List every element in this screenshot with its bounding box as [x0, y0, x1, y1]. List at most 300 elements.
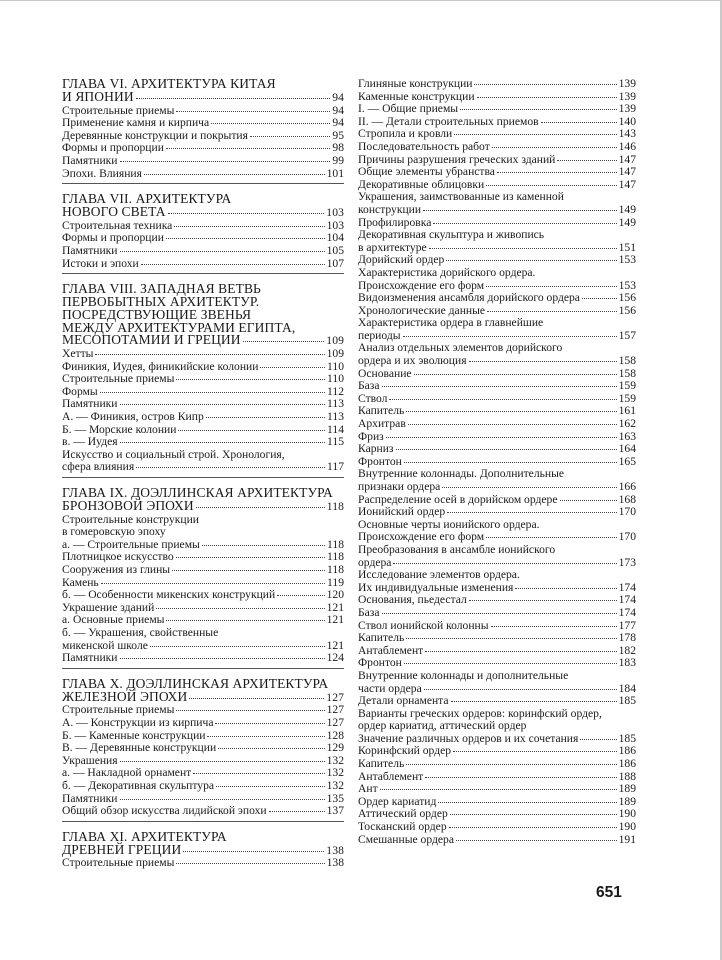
toc-line: [358, 783, 636, 796]
page-ref: 113: [327, 410, 344, 424]
page-ref: 189: [618, 794, 636, 808]
dot-leader: [477, 97, 617, 98]
entry-text: Архитрав: [358, 417, 406, 431]
dot-leader: [382, 386, 617, 387]
dot-leader: [178, 430, 325, 431]
toc-line: Характеристика ордера в главнейшие: [358, 316, 544, 330]
toc-entry: [62, 258, 344, 271]
page-ref: 156: [618, 303, 636, 317]
entry-text: Причины разрушения греческих зданий: [358, 152, 556, 166]
dot-leader: [433, 223, 616, 224]
dot-leader: [216, 786, 325, 787]
entry-text: Антаблемент: [358, 643, 424, 657]
page-ref: 190: [618, 807, 636, 821]
entry-text: Коринфский ордер: [358, 744, 452, 758]
toc-entry: [358, 758, 636, 771]
entry-text: микенской школе: [62, 638, 148, 652]
toc-entry: [358, 708, 636, 733]
dot-leader: [425, 651, 616, 652]
toc-line: [62, 258, 344, 271]
toc-line: [358, 431, 636, 444]
entry-text: Ствол: [358, 391, 388, 405]
entry-text: А. — Финикия, остров Кипр: [62, 410, 204, 424]
toc-line: [358, 166, 636, 179]
toc-entry: [358, 103, 636, 116]
toc-entry: [358, 821, 636, 834]
toc-entry: [358, 670, 636, 695]
toc-line: [358, 607, 636, 620]
dot-leader: [380, 789, 617, 790]
entry-text: Общий обзор искусства лидийской эпохи: [62, 804, 267, 818]
entry-text: Ордер кариатид: [358, 794, 437, 808]
entry-text: В. — Деревянные конструкции: [62, 741, 217, 755]
page-ref: 162: [618, 417, 636, 431]
toc-line: [62, 742, 344, 755]
entry-text: части ордера: [358, 681, 422, 695]
dot-leader: [136, 467, 325, 468]
entry-text: Памятники: [62, 791, 118, 805]
page-ref: 94: [332, 103, 344, 117]
toc-entry: [62, 780, 344, 793]
page-number: 651: [596, 884, 622, 901]
toc-line: [62, 155, 344, 168]
chapter-title: [62, 88, 344, 105]
chapter-section: [62, 78, 344, 184]
dot-leader: [423, 210, 617, 211]
dot-leader: [196, 507, 325, 508]
toc-entry: [358, 368, 636, 381]
page-ref: 110: [327, 359, 344, 373]
toc-line: [358, 594, 636, 607]
page-ref: 98: [332, 141, 344, 155]
chapter-title: ГЛАВА XI. АРХИТЕКТУРА: [62, 828, 227, 844]
entry-text: Хетты: [62, 347, 94, 361]
page-ref: 168: [618, 492, 636, 506]
toc-entry: [62, 652, 344, 665]
toc-line: [62, 348, 344, 361]
dot-leader: [183, 851, 324, 852]
toc-line: [62, 117, 344, 130]
dot-leader: [446, 260, 616, 261]
dot-leader: [460, 109, 617, 110]
toc-entry: [62, 857, 344, 870]
toc-line: [358, 418, 636, 431]
page-ref: 115: [327, 435, 344, 449]
dot-leader: [450, 814, 617, 815]
page-ref: 114: [327, 422, 344, 436]
page-ref: 166: [618, 480, 636, 493]
entry-text: Б. — Каменные конструкции: [62, 728, 206, 742]
dot-leader: [168, 213, 325, 214]
entry-text: Дорийский ордер: [358, 253, 445, 267]
page-ref: 127: [326, 715, 344, 729]
toc-entry: [358, 342, 636, 367]
toc-entry: [62, 564, 344, 577]
dot-leader: [487, 311, 617, 312]
toc-entry: [62, 411, 344, 424]
toc-line: [358, 355, 636, 368]
toc-entry: [358, 519, 636, 544]
section-divider: [62, 273, 344, 274]
toc-line: [62, 436, 344, 449]
page-ref: 153: [618, 278, 636, 292]
toc-line: Внутренние колоннады и дополнительные: [358, 668, 569, 682]
chapter-title: [62, 688, 344, 705]
dot-leader: [150, 646, 325, 647]
page-ref: 174: [618, 605, 636, 619]
toc-entry: [358, 229, 636, 254]
dot-leader: [515, 588, 616, 589]
chapter-title-text: И ЯПОНИИ: [62, 88, 134, 104]
page-ref: 138: [326, 843, 344, 857]
dot-leader: [144, 174, 325, 175]
entry-text: Украшения: [62, 753, 118, 767]
page-ref: 182: [618, 643, 636, 657]
entry-text: Ионийский ордер: [358, 505, 446, 519]
dot-leader: [396, 449, 617, 450]
dot-leader: [442, 487, 616, 488]
toc-entry: [62, 627, 344, 652]
page-ref: 112: [327, 384, 344, 398]
page-ref: 174: [618, 593, 636, 607]
page-ref: 129: [326, 741, 344, 755]
entry-text: Формы: [62, 384, 98, 398]
page-ref: 186: [618, 757, 636, 771]
entry-text: Детали орнамента: [358, 694, 449, 708]
toc-line: [358, 481, 636, 494]
dot-leader: [166, 620, 324, 621]
dot-leader: [120, 761, 325, 762]
dot-leader: [206, 417, 325, 418]
dot-leader: [141, 264, 325, 265]
page-ref: 137: [326, 804, 344, 818]
entry-text: А. — Конструкции из кирпича: [62, 715, 214, 729]
page-ref: 165: [618, 454, 636, 468]
page-ref: 120: [326, 588, 344, 602]
page-ref: 157: [618, 328, 636, 342]
toc-entry: [358, 506, 636, 519]
dot-leader: [218, 748, 324, 749]
toc-entry: [62, 245, 344, 258]
entry-text: Капитель: [358, 757, 405, 771]
entry-text: Финикия, Иудея, финикийские колонии: [62, 359, 259, 373]
chapter-title: [62, 841, 344, 858]
toc-entry: [358, 569, 636, 594]
dot-leader: [207, 736, 324, 737]
toc-entry: [358, 632, 636, 645]
toc-entry: [358, 317, 636, 342]
entry-text: Последовательность работ: [358, 139, 490, 153]
dot-leader: [406, 411, 616, 412]
page-ref: 139: [618, 102, 636, 116]
toc-line: Внутренние колоннады. Дополнительные: [358, 467, 565, 481]
toc-entry: [358, 607, 636, 620]
page-ref: 121: [326, 638, 344, 652]
page-ref: 185: [618, 694, 636, 708]
page-ref: 147: [618, 177, 636, 191]
dot-leader: [393, 563, 616, 564]
toc-entry: [358, 431, 636, 444]
toc-line: [358, 368, 636, 381]
entry-text: Сооружения из глины: [62, 563, 171, 577]
dot-leader: [193, 773, 324, 774]
dot-leader: [492, 147, 617, 148]
section-divider: [62, 477, 344, 478]
entry-text: Их индивидуальные изменения: [358, 580, 514, 594]
toc-line: Анализ отдельных элементов дорийского: [358, 341, 563, 355]
page-ref: 188: [618, 769, 636, 783]
entry-text: Строительная техника: [62, 218, 173, 232]
toc-right-column: [358, 78, 636, 846]
page-ref: 95: [332, 128, 344, 142]
dot-leader: [120, 161, 331, 162]
chapter-title: ПОСРЕДСТВУЮЩИЕ ЗВЕНЬЯ: [62, 306, 252, 322]
dot-leader: [408, 424, 617, 425]
entry-text: Ант: [358, 782, 378, 796]
dot-leader: [406, 764, 616, 765]
page-ref: 153: [618, 253, 636, 267]
chapter-title: ПЕРВОБЫТНЫХ АРХИТЕКТУР.: [62, 293, 260, 309]
entry-text: конструкции: [358, 202, 422, 216]
entry-text: Памятники: [62, 243, 118, 257]
entry-text: Фронтон: [358, 454, 402, 468]
page-ref: 184: [618, 681, 636, 695]
chapter-title-text: ЖЕЛЕЗНОЙ ЭПОХИ: [62, 688, 188, 704]
entry-text: Строительные приемы: [62, 703, 175, 717]
page-ref: 149: [618, 202, 636, 216]
page-ref: 104: [326, 231, 344, 245]
toc-line: [358, 695, 636, 708]
chapter-title: ГЛАВА VIII. ЗАПАДНАЯ ВЕТВЬ: [62, 281, 261, 297]
toc-line: [62, 717, 344, 730]
page-ref: 190: [618, 820, 636, 834]
dot-leader: [215, 723, 324, 724]
chapter-title: ГЛАВА VI. АРХИТЕКТУРА КИТАЯ: [62, 76, 276, 91]
entry-text: Профилировка: [358, 215, 432, 229]
toc-entry: [358, 834, 636, 847]
chapter-title: ГЛАВА IX. ДОЭЛЛИНСКАЯ АРХИТЕКТУРА: [62, 485, 333, 501]
entry-text: б. — Особенности микенских конструкций: [62, 588, 276, 602]
dot-leader: [189, 698, 324, 699]
entry-text: Основания, пьедестал: [358, 593, 467, 607]
toc-line: Основные черты ионийского ордера.: [358, 517, 540, 531]
entry-text: Б. — Морские колонии: [62, 422, 177, 436]
toc-line: Характеристика дорийского ордера.: [358, 265, 536, 279]
entry-text: Памятники: [62, 397, 118, 411]
toc-entry: [62, 373, 344, 386]
entry-text: Применение камня и кирпича: [62, 116, 210, 130]
dot-leader: [580, 739, 616, 740]
page-ref: 113: [327, 397, 344, 411]
dot-leader: [176, 863, 324, 864]
entry-text: в архитектуре: [358, 240, 427, 254]
dot-leader: [541, 122, 617, 123]
page-ref: 159: [618, 379, 636, 393]
toc-line: [62, 373, 344, 386]
page-ref: 143: [618, 127, 636, 141]
page-ref: 118: [327, 537, 344, 551]
toc-entry: [358, 191, 636, 216]
toc-entry: [358, 166, 636, 179]
toc-entry: [358, 695, 636, 708]
page-ref: 109: [326, 334, 344, 348]
dot-leader: [406, 638, 616, 639]
dot-leader: [414, 374, 617, 375]
chapter-title-text: БРОНЗОВОЙ ЭПОХИ: [62, 497, 194, 513]
toc-line: [62, 564, 344, 577]
page-ref: 138: [326, 856, 344, 870]
toc-entry: [358, 783, 636, 796]
page-ref: 149: [618, 215, 636, 229]
toc-entry: [358, 771, 636, 784]
dot-leader: [486, 185, 616, 186]
page-ref: 94: [332, 90, 344, 104]
entry-text: Строительные приемы: [62, 103, 175, 117]
dot-leader: [404, 462, 617, 463]
toc-entry: [62, 117, 344, 130]
toc-entry: [62, 155, 344, 168]
toc-line: [358, 632, 636, 645]
dot-leader: [491, 626, 617, 627]
toc-line: [358, 204, 636, 217]
page-ref: 158: [618, 366, 636, 380]
dot-leader: [456, 840, 617, 841]
chapter-section: [62, 193, 344, 274]
toc-line: [62, 589, 344, 602]
toc-line: [358, 443, 636, 456]
dot-leader: [469, 600, 617, 601]
page-ref: 173: [618, 555, 636, 569]
toc-line: в гомеровскую эпоху: [62, 525, 166, 539]
entry-text: а. Основные приемы: [62, 613, 165, 627]
toc-line: Варианты греческих ордеров: коринфский ордер,: [358, 706, 602, 720]
chapter-title: [62, 334, 344, 348]
page-ref: 128: [326, 728, 344, 742]
page-ref: 186: [618, 744, 636, 758]
chapter-title: [62, 203, 344, 220]
page-ref: 135: [326, 791, 344, 805]
entry-text: Стропила и кровли: [358, 127, 453, 141]
toc-line: Строительные конструкции: [62, 512, 199, 526]
page-ref: 109: [326, 347, 344, 361]
dot-leader: [156, 608, 324, 609]
toc-entry: [358, 78, 636, 91]
toc-entry: [358, 267, 636, 292]
toc-line: [62, 461, 344, 474]
chapter-title: ГЛАВА VII. АРХИТЕКТУРА: [62, 191, 232, 207]
dot-leader: [166, 238, 325, 239]
dot-leader: [389, 399, 616, 400]
toc-entry: [358, 468, 636, 493]
chapter-section: [62, 283, 344, 478]
entry-text: Декоративные облицовки: [358, 177, 485, 191]
toc-entry: [62, 168, 344, 181]
entry-text: Каменные конструкции: [358, 89, 475, 103]
entry-text: Формы и пропорции: [62, 231, 164, 245]
toc-line: ордер кариатид, аттический ордер: [358, 719, 527, 733]
section-divider: [62, 183, 344, 184]
entry-text: сфера влияния: [62, 460, 135, 474]
page-ref: 132: [326, 753, 344, 767]
chapter-title-text: МЕСОПОТАМИИ И ГРЕЦИИ: [62, 332, 241, 348]
dot-leader: [582, 298, 617, 299]
page-ref: 118: [327, 563, 344, 577]
entry-text: Общие элементы убранства: [358, 165, 495, 179]
page-ref: 121: [326, 613, 344, 627]
entry-text: Значение различных ордеров и их сочетания: [358, 731, 579, 745]
page-ref: 140: [618, 114, 636, 128]
toc-entry: [358, 418, 636, 431]
page-ref: 121: [326, 600, 344, 614]
entry-text: Глиняные конструкции: [358, 77, 473, 90]
dot-leader: [243, 341, 325, 342]
page-ref: 118: [327, 550, 344, 564]
toc-line: [358, 78, 636, 91]
toc-line: [358, 834, 636, 847]
chapter-title: [62, 497, 344, 514]
dot-leader: [486, 537, 616, 538]
page-ref: 101: [326, 166, 344, 180]
toc-entry: [62, 436, 344, 449]
dot-leader: [277, 595, 324, 596]
toc-line: [358, 380, 636, 393]
entry-text: Фриз: [358, 429, 384, 443]
toc-entry: [62, 348, 344, 361]
toc-left-column: [62, 78, 344, 870]
dot-leader: [176, 379, 325, 380]
entry-text: Происхождение его форм: [358, 278, 485, 292]
toc-entry: [62, 717, 344, 730]
page-ref: 174: [618, 580, 636, 594]
entry-text: Антаблемент: [358, 769, 424, 783]
entry-text: I. — Общие приемы: [358, 102, 459, 116]
dot-leader: [438, 802, 616, 803]
entry-text: а. — Накладной орнамент: [62, 766, 192, 780]
page-ref: 139: [618, 77, 636, 90]
dot-leader: [447, 512, 616, 513]
dot-leader: [172, 570, 325, 571]
page-ref: 178: [618, 631, 636, 645]
dot-leader: [469, 361, 617, 362]
toc-line: [62, 245, 344, 258]
toc-line: Искусство и социальный строй. Хронология,: [62, 447, 285, 461]
page-ref: 158: [618, 354, 636, 368]
page-ref: 170: [618, 505, 636, 519]
page-top-edge: [0, 0, 722, 1]
toc-line: [358, 141, 636, 154]
toc-entry: [62, 742, 344, 755]
entry-text: Основание: [358, 366, 412, 380]
chapter-section: [62, 828, 344, 870]
page-ref: 164: [618, 442, 636, 456]
dot-leader: [403, 336, 617, 337]
dot-leader: [557, 160, 616, 161]
entry-text: Происхождение его форм: [358, 530, 485, 544]
dot-leader: [382, 613, 617, 614]
toc-line: Декоративная скульптура и живопись: [358, 228, 545, 242]
entry-text: а. — Строительные приемы: [62, 537, 200, 551]
page-ref: 183: [618, 656, 636, 670]
entry-text: Плотницкое искусство: [62, 550, 174, 564]
page-ref: 139: [618, 89, 636, 103]
toc-entry: [358, 443, 636, 456]
page-ref: 94: [332, 116, 344, 130]
page-ref: 189: [618, 782, 636, 796]
dot-leader: [250, 136, 330, 137]
page-ref: 103: [326, 218, 344, 232]
chapter-title: ГЛАВА X. ДОЭЛЛИНСКАЯ АРХИТЕКТУРА: [62, 675, 329, 691]
toc-entry: [358, 594, 636, 607]
